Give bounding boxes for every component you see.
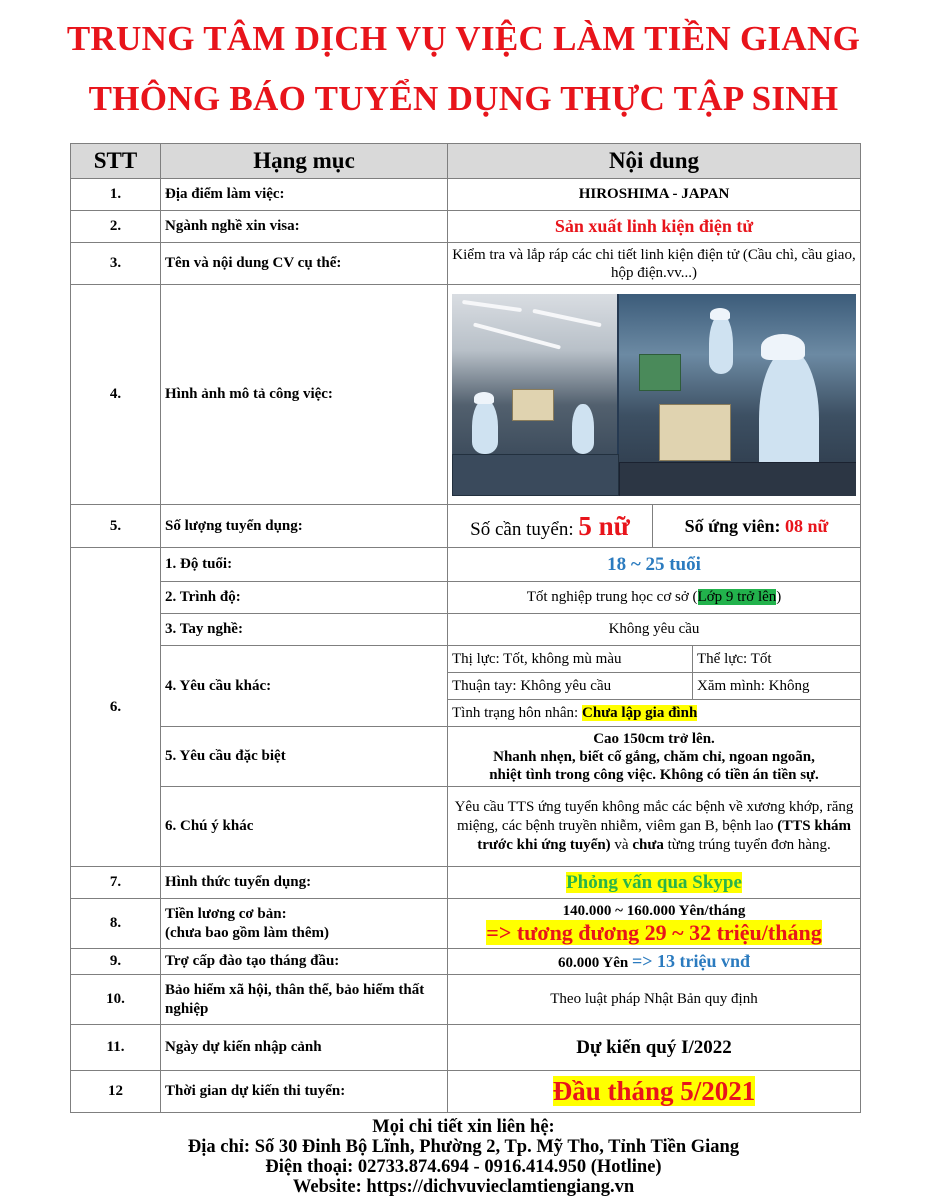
job-description: Kiểm tra và lắp ráp các chi tiết linh kiện điện tử (Cầu chì, cầu giao, hộp điện.vv...): [448, 243, 861, 285]
table-row: [71, 646, 861, 727]
table-row: [71, 548, 861, 582]
work-location: HIROSHIMA - JAPAN: [448, 179, 861, 211]
special-requirements: Cao 150cm trở lên. Nhanh nhẹn, biết cố gắng, chăm chỉ, ngoan ngoãn, nhiệt tình trong công việc. Không có tiền án tiền sự.: [448, 727, 861, 787]
other-requirements: [448, 646, 861, 727]
row-number: 4.: [71, 285, 161, 505]
row-number: 6.: [71, 548, 161, 867]
row-label: Ngành nghề xin visa:: [161, 211, 448, 243]
row-number: 12: [71, 1071, 161, 1113]
table-row: [71, 727, 861, 787]
hand-requirement: Thuận tay: Không yêu cầu: [448, 673, 693, 700]
age-range: 18 ~ 25 tuổi: [448, 548, 861, 582]
insurance: Theo luật pháp Nhật Bản quy định: [448, 975, 861, 1025]
row-label: 3. Tay nghề:: [161, 614, 448, 646]
table-row: [71, 211, 861, 243]
base-salary: 140.000 ~ 160.000 Yên/tháng => tương đương 29 ~ 32 triệu/tháng: [448, 899, 861, 949]
table-row: [71, 1025, 861, 1071]
recruitment-table: [70, 143, 861, 1113]
visa-industry: Sản xuất linh kiện điện tử: [448, 211, 861, 243]
row-number: 10.: [71, 975, 161, 1025]
row-label: Hình ảnh mô tả công việc:: [161, 285, 448, 505]
table-row: [71, 867, 861, 899]
row-number: 1.: [71, 179, 161, 211]
footer-website: Website: https://dichvuvieclamtiengiang.vn: [292, 1177, 635, 1197]
row-label: Địa điểm làm việc:: [161, 179, 448, 211]
row-label: Hình thức tuyển dụng:: [161, 867, 448, 899]
table-row: [71, 179, 861, 211]
header-stt: STT: [71, 144, 161, 179]
footer-address: Địa chỉ: Số 30 Đinh Bộ Lĩnh, Phường 2, Tp. Mỹ Tho, Tỉnh Tiền Giang: [187, 1137, 740, 1157]
header-title: TRUNG TÂM DỊCH VỤ VIỆC LÀM TIỀN GIANG: [66, 19, 861, 58]
need-quantity: Số cần tuyển: 5 nữ: [448, 505, 653, 547]
row-label: Thời gian dự kiến thi tuyển:: [161, 1071, 448, 1113]
table-row: [71, 1071, 861, 1113]
factory-photo: [452, 294, 856, 496]
table-row: [71, 787, 861, 867]
row-label: Bảo hiểm xã hội, thân thể, bảo hiểm thất nghiệp: [161, 975, 448, 1025]
job-photo-cell: [448, 285, 861, 505]
vision-requirement: Thị lực: Tốt, không mù màu: [448, 646, 693, 673]
candidate-quantity: Số ứng viên: 08 nữ: [684, 515, 829, 536]
row-label: 1. Độ tuổi:: [161, 548, 448, 582]
header-category: Hạng mục: [161, 144, 448, 179]
table-row: [71, 949, 861, 975]
row-number: 5.: [71, 505, 161, 548]
table-row: [71, 582, 861, 614]
row-label: Trợ cấp đào tạo tháng đầu:: [161, 949, 448, 975]
other-notes: Yêu cầu TTS ứng tuyển không mắc các bệnh về xương khớp, răng miệng, các bệnh truyền nhiễm, viêm gan B, bệnh lao (TTS khám trước khi ứng tuyển) và chưa từng trúng tuyển đơn hàng.: [448, 787, 861, 867]
row-number: 2.: [71, 211, 161, 243]
factory-photo-left: [452, 294, 617, 496]
factory-photo-right: [619, 294, 856, 496]
row-number: 7.: [71, 867, 161, 899]
row-label: 4. Yêu cầu khác:: [161, 646, 448, 727]
row-label: Tiền lương cơ bản: (chưa bao gồm làm thêm): [161, 899, 448, 949]
table-row: [71, 899, 861, 949]
training-allowance: 60.000 Yên => 13 triệu vnđ: [448, 949, 861, 975]
expected-entry-date: Dự kiến quý I/2022: [448, 1025, 861, 1071]
footer-phone: Điện thoại: 02733.874.694 - 0916.414.950 (Hotline): [265, 1157, 662, 1177]
footer-contact-title: Mọi chi tiết xin liên hệ:: [372, 1117, 555, 1137]
exam-date: Đầu tháng 5/2021: [448, 1071, 861, 1113]
fitness-requirement: Thể lực: Tốt: [693, 646, 861, 673]
row-label: Số lượng tuyển dụng:: [161, 505, 448, 548]
table-row: [71, 505, 861, 548]
row-label: Tên và nội dung CV cụ thể:: [161, 243, 448, 285]
education: Tốt nghiệp trung học cơ sở (Lớp 9 trở lên): [448, 582, 861, 614]
marital-status: Tình trạng hôn nhân: Chưa lập gia đình: [448, 700, 860, 727]
quantity-cell: [448, 505, 861, 548]
table-row: [71, 285, 861, 505]
row-number: 8.: [71, 899, 161, 949]
row-label: Ngày dự kiến nhập cảnh: [161, 1025, 448, 1071]
recruitment-method: Phỏng vấn qua Skype: [448, 867, 861, 899]
table-row: [71, 975, 861, 1025]
row-number: 3.: [71, 243, 161, 285]
header-content: Nội dung: [448, 144, 861, 179]
table-header-row: [71, 144, 861, 179]
header-subtitle: THÔNG BÁO TUYỂN DỤNG THỰC TẬP SINH: [88, 79, 839, 118]
row-label: 2. Trình độ:: [161, 582, 448, 614]
table-row: [71, 243, 861, 285]
tattoo-requirement: Xăm mình: Không: [693, 673, 861, 700]
row-label: 6. Chú ý khác: [161, 787, 448, 867]
row-label: 5. Yêu cầu đặc biệt: [161, 727, 448, 787]
table-row: [71, 614, 861, 646]
row-number: 11.: [71, 1025, 161, 1071]
row-number: 9.: [71, 949, 161, 975]
skill: Không yêu cầu: [448, 614, 861, 646]
